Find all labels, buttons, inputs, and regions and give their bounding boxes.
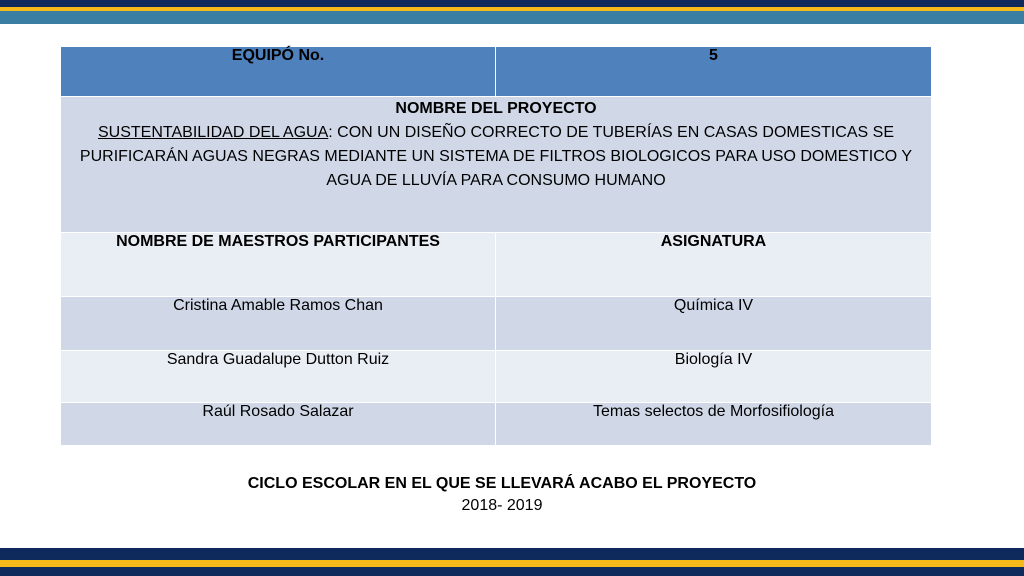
- bottom-gold-bar: [0, 560, 1024, 567]
- table-row: [61, 351, 932, 403]
- teachers-header: NOMBRE DE MAESTROS PARTICIPANTES: [61, 233, 496, 297]
- subject-name: Biología IV: [496, 351, 932, 403]
- subject-name: Temas selectos de Morfosifiología: [496, 403, 932, 446]
- project-label: NOMBRE DEL PROYECTO: [395, 100, 597, 117]
- teacher-name: Cristina Amable Ramos Chan: [61, 297, 496, 351]
- teacher-name: Sandra Guadalupe Dutton Ruiz: [61, 351, 496, 403]
- bottom-navy-bar: [0, 548, 1024, 560]
- column-header-row: [61, 233, 932, 297]
- project-table: [60, 46, 932, 446]
- project-title: [69, 121, 923, 193]
- subject-header: ASIGNATURA: [496, 233, 932, 297]
- subject-name: Química IV: [496, 297, 932, 351]
- teacher-name: Raúl Rosado Salazar: [61, 403, 496, 446]
- team-label: EQUIPÓ No.: [61, 47, 496, 97]
- table-row: [61, 297, 932, 351]
- team-row: [61, 47, 932, 97]
- team-number: 5: [496, 47, 932, 97]
- project-row: [61, 97, 932, 233]
- bottom-navy-edge: [0, 567, 1024, 576]
- top-navy-bar: [0, 0, 1024, 7]
- school-cycle: [0, 473, 1004, 517]
- cycle-years: 2018- 2019: [461, 497, 543, 514]
- project-title-underlined: SUSTENTABILIDAD DEL AGUA: [97, 124, 329, 141]
- project-cell: [61, 97, 932, 233]
- cycle-label: CICLO ESCOLAR EN EL QUE SE LLEVARÁ ACABO EL PROYECTO: [247, 475, 757, 492]
- table-row: [61, 403, 932, 446]
- top-teal-bar: [0, 11, 1024, 24]
- project-title-rest: : CON UN DISEÑO CORRECTO DE TUBERÍAS EN CASAS DOMESTICAS SE PURIFICARÁN AGUAS NEGRAS MEDIANTE UN SISTEMA DE FILTROS BIOLOGICOS PARA USO DOMESTICO Y AGUA DE LLUVÍA PARA CONSUMO HUMANO: [79, 124, 913, 189]
